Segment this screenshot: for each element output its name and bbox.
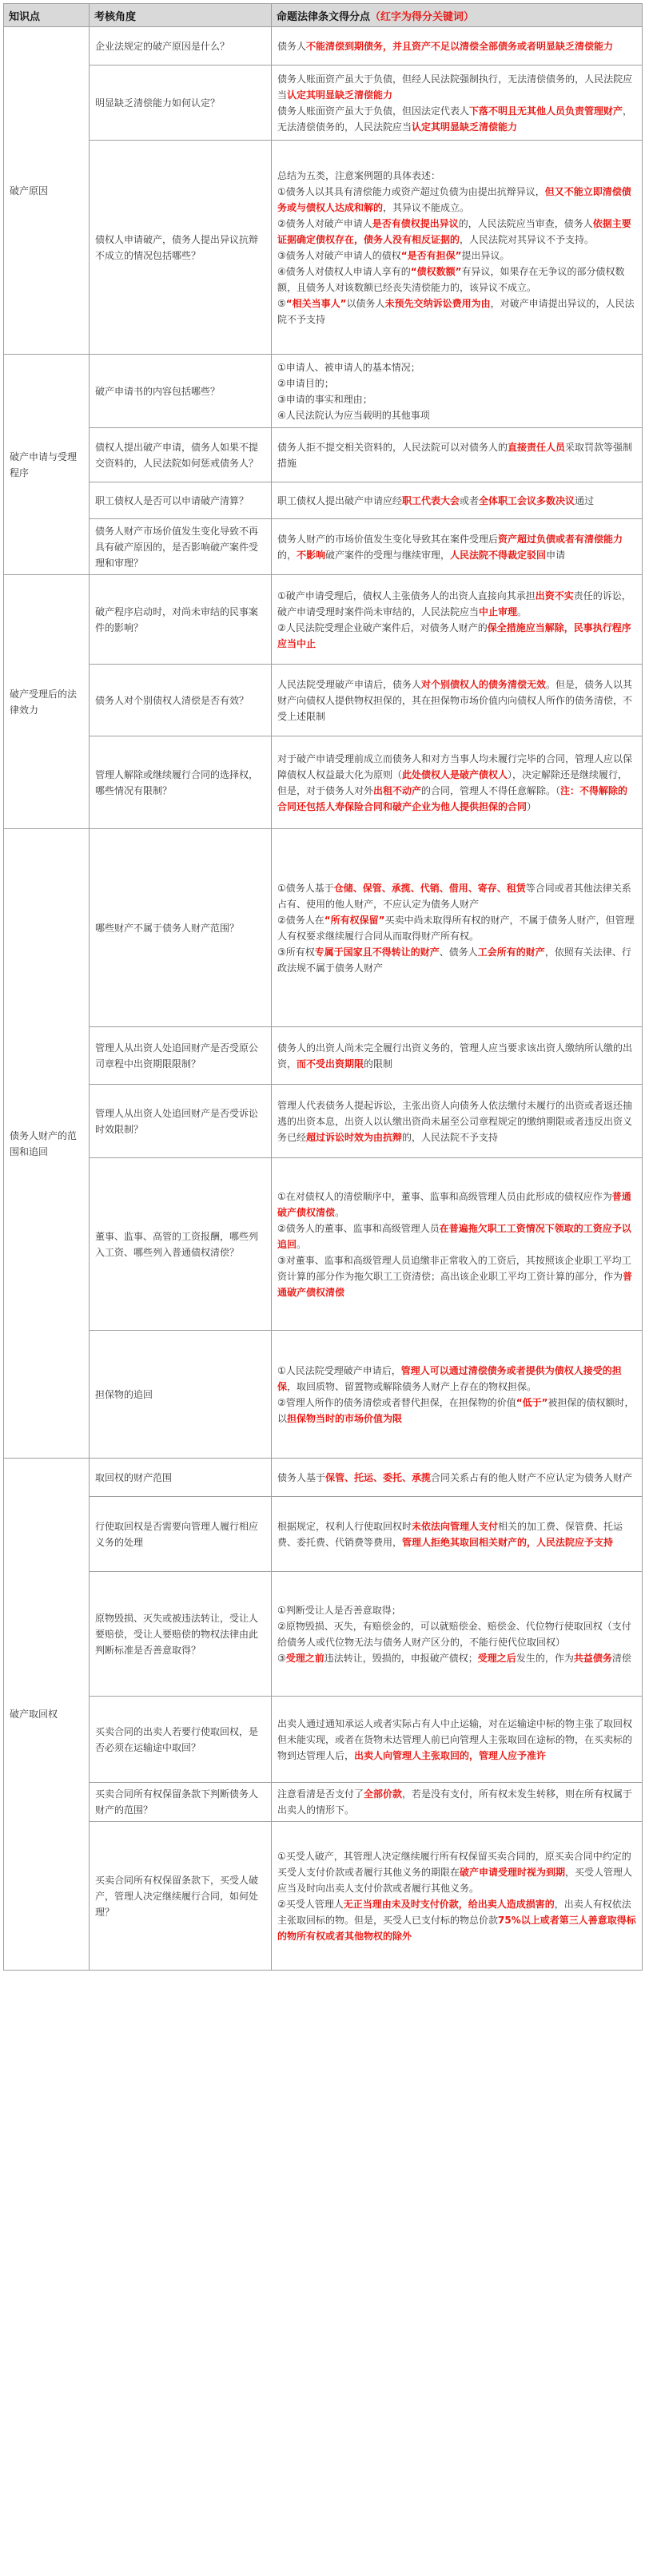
answer-cell [272,141,643,355]
answer-cell [272,736,643,829]
answer-paragraph [277,620,636,652]
answer-paragraph [277,1618,636,1650]
question-cell: 买卖合同所有权保留条款下判断债务人财产的范围？ [90,1783,272,1822]
answer-text: 债务人基于 [277,1471,326,1483]
answer-text: 买卖中尚未取得所有权的财产，不属于债务人财产，但管理人有权要求继续履行合同从而取得财产所有权。 [277,914,635,942]
key-term: 不影响 [297,549,326,561]
answer-text: 管理人代表债务人提起诉讼，主张出资人向债务人依法缴付未履行的出资或者返还抽逃的出资本息，出资人以认缴出资尚未届至公司章程规定的缴纳期限或者违反出资义务已经 [277,1099,633,1143]
answer-paragraph [277,751,636,815]
answer-paragraph [277,216,636,248]
answer-text: 债务人账面资产 [277,73,345,85]
answer-paragraph [277,296,636,327]
answer-text: ①破产申请受理后，债权人主张债务人的出资人直接向其承担 [277,589,536,601]
table-row [4,519,643,575]
key-term: 共益债务 [573,1652,612,1664]
answer-text: ③ [277,1652,286,1664]
answer-text: ，对破产申请提出异议的，人民法院不予支持 [277,297,635,325]
answer-paragraph [277,103,636,135]
answer-text: 虽大于负债 [344,73,393,85]
question-cell: 行使取回权是否需要向管理人履行相应义务的处理 [90,1497,272,1572]
answer-text: 债务人拒不提交相关资料的，人民法院可以对债务人的 [277,441,508,453]
answer-text: ，无法清偿债务的，人民法院应当 [277,105,633,133]
answer-text: 被担保的债权额时，以 [277,1396,635,1424]
question-cell: 管理人解除或继续履行合同的选择权，哪些情况有限制？ [90,736,272,829]
answer-text: 职工债权人提出破产申请应经 [277,494,403,506]
answer-text: 申请 [546,549,566,561]
question-cell: 管理人从出资人处追回财产是否受原公司章程中出资期限限制？ [90,1027,272,1085]
answer-cell [272,1497,643,1572]
answer-cell [272,428,643,482]
answer-cell [272,575,643,665]
key-term: 而不受出资期限 [297,1058,364,1070]
answer-paragraph [277,1252,636,1300]
answer-paragraph [277,1786,636,1818]
table-row [4,1158,643,1331]
answer-cell [272,1158,643,1331]
question-cell: 原物毁损、灭失或被违法转让，受让人要赔偿，受让人要赔偿的物权法律由此判断标准是否善意取得？ [90,1572,272,1697]
key-term: “债权数额” [410,265,462,277]
answer-text: 债务人的出资人尚未完全履行出资义务的，管理人应当要求该出资人缴纳所认缴的出资， [277,1042,633,1070]
answer-paragraph [277,1470,636,1486]
answer-text: ②买受人管理人 [277,1898,344,1910]
key-term: 认定其明显缺乏清偿能力 [287,89,393,101]
table-row [4,65,643,141]
answer-paragraph [277,375,636,391]
answer-text: 的，人民法院应当审查，债务人 [458,217,593,229]
answer-paragraph [277,168,636,184]
table-row [4,355,643,428]
key-term: 出卖人向管理人主张取回的，管理人应予准许 [354,1749,547,1761]
answer-text: 合同关系占有的他人财产不应认定为债务人财产 [431,1471,633,1483]
answer-text: ②债务人的董事、监事和高级管理人员 [277,1222,440,1234]
question-cell: 明显缺乏清偿能力如何认定？ [90,65,272,141]
answer-text: 总结为五类，注意案例题的具体表述： [277,169,441,181]
answer-paragraph [277,1650,636,1666]
key-term: 未预先交纳诉讼费用为由 [384,297,491,309]
answer-text: 相关的加工费、保管费、托运费、委托费、代销费等费用， [277,1520,623,1548]
answer-text: （ [602,1620,612,1632]
answer-text: ①债务人以其具有清偿能力或资产超过负债为由提出抗辩异议， [277,185,545,197]
answer-text: ②原物毁损、灭失， [277,1620,363,1632]
answer-cell [272,1085,643,1158]
key-term: 受理之后 [477,1652,516,1664]
question-cell: 破产申请书的内容包括哪些？ [90,355,272,428]
answer-text: ③对董事、监事和高级管理人员追缴非正常收入的工资后，其按照该企业职工平均工资计算的部分作为拖欠职工工资清偿；高出该企业职工平均工资计算的部分，作为 [277,1254,631,1282]
key-term: 75%以上或者第三人善意取得标的物所有权或者其他物权的除外 [277,1914,636,1942]
answer-text: ②申请目的； [277,377,334,389]
answer-text: ①买受人破产，其管理人决定继续履行所有权保留买卖合同的，原买卖合同中约定的买受人支付价款或者履行其他义务的期限在 [277,1850,631,1878]
answer-cell [272,65,643,141]
answer-paragraph [277,912,636,944]
key-term: 破产申请受理时视为到期 [460,1866,566,1878]
answer-text: ） [527,800,537,812]
key-term: 保管、托运、委托、承揽 [325,1471,432,1483]
key-term: 受理之前 [285,1652,324,1664]
answer-paragraph [277,264,636,296]
table-row [4,665,643,736]
answer-text: 出卖人通过通知承运人或者实际占有人中止运输，对在运输途中标的物主张了取回权但未能实现，或者在货物未达管理人前已向管理人主张取回在途标的物，在买卖标的物到达管理人后， [277,1717,633,1761]
table-row [4,575,643,665]
answer-paragraph [277,359,636,375]
table-row [4,1572,643,1697]
topic-cell: 破产申请与受理程序 [4,355,90,575]
answer-paragraph [277,1716,636,1764]
key-term: 出资不实 [535,589,574,601]
answer-text: 根据规定，权利人行使取回权时 [277,1520,412,1532]
key-term: 不能清偿到期债务，并且资产不足以清偿全部债务或者明显缺乏清偿能力 [306,40,614,52]
key-term: 资产超过负债或者有清偿能力 [498,533,623,545]
key-term: 仓储、保管、承揽、代销、借用、寄存、租赁 [333,882,526,894]
answer-text: 以债务人 [346,297,385,309]
answer-text: 有异议，如果存在无争议的部分债权数额，且债务人对该数额已经丧失清偿能力的，该异议不成立。 [277,265,625,293]
key-term: 担保物当时的市场价值为限 [287,1412,403,1424]
key-term: 保全措施应当解除，民事执行程序应当中止 [277,621,631,649]
answer-text: 提出异议。 [461,249,510,261]
answer-paragraph [277,1896,636,1944]
answer-text: ①在对债权人的清偿顺序中，董事、监事和高级管理人员由此形成的债权应作为 [277,1190,612,1202]
key-term: 是否有债权提出异议 [372,217,459,229]
key-term: “相关当事人” [285,297,347,309]
answer-text: 违法转让，毁损的，申报破产债权； [324,1652,478,1664]
answer-text: 。 [297,1238,307,1250]
answer-text: ⑤ [277,297,286,309]
question-cell: 买卖合同的出卖人若要行使取回权，是否必须在运输途中取回？ [90,1697,272,1783]
key-term: 无正当理由未及时支付价款，给出卖人造成损害的 [343,1898,555,1910]
question-cell: 债务人对个别债权人清偿是否有效？ [90,665,272,736]
answer-text: ①判断受让人是否善意取得； [277,1604,401,1616]
question-cell: 债权人提出破产申请，债务人如果不提交资料的，人民法院如何惩戒债务人？ [90,428,272,482]
key-term: 依据主要证据确定债权存在，债务人没有相反证据的 [277,217,631,245]
answer-text: 债务人 [277,40,307,52]
answer-text: ②管理人所作的债务清偿或者替代担保，在担保物的价值 [277,1396,516,1408]
answer-paragraph [277,1363,636,1395]
answer-paragraph [277,588,636,620]
table-row [4,428,643,482]
answer-paragraph [277,1848,636,1896]
key-term: “低于” [516,1396,548,1408]
answer-text: ，买受人管理人应当及时向出卖人支付价款或者履行其他义务。 [277,1866,633,1894]
answer-text: 责任的诉讼，破产申请受理时案件尚未审结的，人民法院应当 [277,589,631,617]
table-row [4,482,643,519]
header-scoring-points [272,4,643,27]
answer-text: ，不能行使代位取回权） [460,1636,566,1648]
answer-text: 的， [277,549,297,561]
answer-text: ，人民法院对其异议不予支持。 [460,233,595,245]
answer-text: 人民法院受理破产申请后，债务人 [277,678,422,690]
table-row [4,829,643,1027]
key-term: 超过诉讼时效为由抗辩 [306,1131,403,1143]
answer-text: 、债务人 [439,946,478,958]
answer-text: ，其异议不能成立。 [383,201,470,213]
answer-text: 采取罚款等强制措施 [277,441,633,469]
topic-cell: 破产原因 [4,27,90,355]
answer-text: 清偿 [611,1652,631,1664]
question-cell: 企业法规定的破产原因是什么？ [90,27,272,65]
answer-paragraph [277,1097,636,1145]
answer-cell [272,1459,643,1497]
knowledge-table [3,3,643,1971]
answer-paragraph [277,184,636,216]
answer-cell [272,27,643,65]
header-scoring-note: （红字为得分关键词） [370,10,475,23]
answer-text: ③所有权 [277,946,315,958]
answer-cell [272,1783,643,1822]
answer-paragraph [277,439,636,471]
answer-text: 或者 [460,494,480,506]
key-term: 出租不动产 [373,784,422,796]
answer-text: 的合同，管理人不得任意解除。（ [421,784,561,796]
question-cell: 债权人申请破产，债务人提出异议抗辩不成立的情况包括哪些？ [90,141,272,355]
answer-paragraph [277,248,636,264]
answer-paragraph [277,531,636,563]
answer-cell [272,482,643,519]
answer-cell [272,519,643,575]
answer-text: ②人民法院受理企业破产案件后，对债务人财产的 [277,621,488,633]
answer-text: 有赔偿金的，可以就赔偿金、赔偿金、代位物行使取回权 [362,1620,603,1632]
answer-text: 发生的，作为 [516,1652,574,1664]
answer-paragraph [277,38,636,54]
key-term: 专属于国家且不得转让的财产 [314,946,440,958]
key-term: “是否有担保” [400,249,462,261]
key-term: 在普遍拖欠职工工资情况下领取的工资应予以追回 [277,1222,631,1250]
answer-cell [272,1331,643,1459]
answer-text: 支付给债务人或代位物无法与债务人财产区分的 [277,1620,631,1648]
answer-paragraph [277,1040,636,1072]
table-header-row [4,4,643,27]
answer-text: 。 [517,605,528,617]
key-term: 职工代表大会 [402,494,460,506]
header-knowledge-point: 知识点 [4,4,90,27]
key-term: 全部价款 [364,1788,403,1800]
answer-text: ①债务人基于 [277,882,334,894]
key-term: 普通破产债权清偿 [277,1190,631,1218]
answer-cell [272,1572,643,1697]
answer-text: 债务人财产的市场价值发生变化导致其在案件受理后 [277,533,499,545]
key-term: 注：不得解除的合同还包括人寿保险合同和破产企业为他人提供担保的合同 [277,784,628,812]
answer-paragraph [277,880,636,912]
answer-text: ，无法清偿债务的，人民法院应当 [277,73,633,101]
answer-text: ），决定解除还是继续履行，但是，对于债务人对外 [277,768,628,796]
answer-text: 债务人账面资产虽大于负债，但因法定代表人 [277,105,470,117]
question-cell: 债务人财产市场价值发生变化导致不再具有破产原因的，是否影响破产案件受理和审理？ [90,519,272,575]
answer-cell [272,1027,643,1085]
answer-text: 通过 [575,494,595,506]
key-term: “所有权保留” [324,914,385,926]
key-term: 此处债权人是破产债权人 [402,768,508,780]
answer-paragraph [277,1518,636,1550]
question-cell: 担保物的追回 [90,1331,272,1459]
answer-text: 等合同或者其他法律关系占有、使用的他人财产，不应认定为债务人财产 [277,882,631,910]
answer-text: ①申请人、被申请人的基本情况； [277,361,420,373]
table-row [4,1027,643,1085]
table-row [4,1783,643,1822]
answer-text: ④债务人对债权人申请人享有的 [277,265,411,277]
answer-text: ，若是没有支付，所有权未发生转移，则在所有权属于出卖人的情形下。 [277,1788,633,1816]
table-row [4,27,643,65]
key-term: 中止审理 [479,605,518,617]
table-row [4,736,643,829]
table-row [4,141,643,355]
question-cell: 董事、监事、高管的工资报酬，哪些列入工资、哪些列入普通债权清偿？ [90,1158,272,1331]
answer-cell [272,829,643,1027]
topic-cell: 破产取回权 [4,1459,90,1971]
answer-cell [272,1697,643,1783]
key-term: 普通破产债权清偿 [277,1270,633,1298]
key-term: 管理人拒绝其取回相关财产的，人民法院应予支持 [402,1536,614,1548]
answer-paragraph [277,1221,636,1252]
table-row [4,1697,643,1783]
question-cell: 买卖合同所有权保留条款下，买受人破产，管理人决定继续履行合同，如何处理？ [90,1822,272,1971]
key-term: 管理人可以通过清偿债务或者提供为债权人接受的担保 [277,1364,622,1392]
answer-text: ，依照有关法律、行政法规不属于债务人财产 [277,946,631,974]
answer-text: 的限制 [364,1058,393,1070]
table-row [4,1331,643,1459]
question-cell: 取回权的财产范围 [90,1459,272,1497]
answer-text: ①人民法院受理破产申请后， [277,1364,401,1376]
header-scoring-main: 命题法律条文得分点 [277,10,371,23]
answer-text: ④人民法院认为应当载明的其他事项 [277,409,430,421]
answer-text: 对于破产申请受理前成立而债务人和对方当事人均未履行完毕的合同，管理人应以保障债权人权益最大化为原则（ [277,752,633,780]
question-cell: 管理人从出资人处追回财产是否受诉讼时效限制？ [90,1085,272,1158]
answer-text: 的，人民法院不予支持 [402,1131,499,1143]
answer-text: 破产案件的受理与继续审理， [325,549,451,561]
key-term: 未依法向管理人支付 [412,1520,499,1532]
answer-text: 。但是，债务人以其财产向债权人提供物权担保的，其在担保物市场价值内向债权人所作的债务清偿，不受上述限制 [277,678,633,722]
answer-text: 注意看清是否支付了 [277,1788,364,1800]
table-row [4,1822,643,1971]
key-term: 全体职工会议多数决议 [479,494,575,506]
answer-cell [272,665,643,736]
question-cell: 破产程序启动时，对尚未审结的民事案件的影响？ [90,575,272,665]
answer-text: 。 [335,1206,345,1218]
answer-text: ③申请的事实和理由； [277,393,372,405]
answer-text: ，取回质物、留置物或解除债务人财产上存在的物权担保。 [287,1380,537,1392]
table-row [4,1497,643,1572]
table-row [4,1085,643,1158]
question-cell: 哪些财产不属于债务人财产范围？ [90,829,272,1027]
answer-cell [272,355,643,428]
answer-cell [272,1822,643,1971]
key-term: 认定其明显缺乏清偿能力 [412,121,518,133]
key-term: 对个别债权人的债务清偿无效 [421,678,547,690]
answer-text: ②债务人在 [277,914,324,926]
answer-paragraph [277,407,636,423]
answer-paragraph [277,493,636,509]
answer-text: 强制执行 [460,73,499,85]
topic-cell: 破产受理后的法律效力 [4,575,90,829]
answer-paragraph [277,1602,636,1618]
header-exam-angle: 考核角度 [90,4,272,27]
table-row [4,1459,643,1497]
answer-paragraph [277,677,636,724]
key-term: 工会所有的财产 [477,946,545,958]
topic-cell: 债务人财产的范围和追回 [4,829,90,1459]
key-term: 直接责任人员 [508,441,566,453]
key-term: 下落不明且无其他人员负责管理财产 [469,105,623,117]
answer-text: ③债务人对破产申请人的债权 [277,249,401,261]
answer-paragraph [277,1189,636,1221]
key-term: 人民法院不得裁定驳回 [450,549,547,561]
answer-paragraph [277,1395,636,1427]
key-term: 但又不能立即清偿债务或与债权人达成和解的 [277,185,631,213]
answer-text: ，但经人民法院 [392,73,460,85]
answer-text: ②债务人对破产申请人 [277,217,372,229]
answer-paragraph [277,944,636,976]
answer-text: ，出卖人有权依法主张取回标的物。但是，买受人已支付标的物总价款 [277,1898,631,1926]
question-cell: 职工债权人是否可以申请破产清算？ [90,482,272,519]
answer-paragraph [277,391,636,407]
answer-paragraph [277,71,636,103]
